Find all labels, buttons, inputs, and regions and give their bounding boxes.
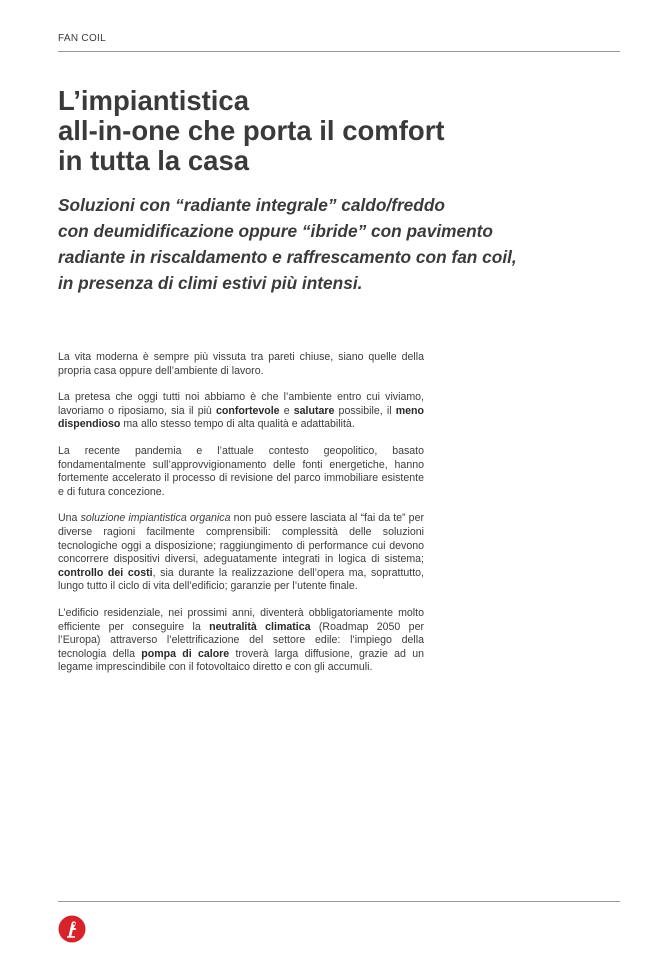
header-divider (58, 51, 620, 52)
title-line: all-in-one che porta il comfort (58, 115, 445, 146)
paragraph-5: L’edificio residenziale, nei prossimi anni, diventerà obbligatoriamente molto efficiente per conseguire la neutralità climatica (Roadmap 2050 per l’Europa) attraverso l’elettrificazione del settore edile: l’impiego della tecnologia della pompa di calore troverà larga diffusione, grazie ad un legame imprescindibile con il fotovoltaico diretto e con gli accumuli. (58, 606, 424, 674)
article-body (58, 351, 424, 688)
title-line: L’impiantistica (58, 85, 250, 116)
paragraph-3: La recente pandemia e l’attuale contesto geopolitico, basato fondamentalmente sull’approvvigionamento delle fonti energetiche, hanno fortemente accelerato il processo di revisione del parco immobiliare esistente e di futura concezione. (58, 444, 424, 498)
subtitle-line: con deumidificazione oppure “ibride” con pavimento (58, 221, 493, 241)
subtitle-line: Soluzioni con “radiante integrale” caldo/freddo (58, 195, 445, 215)
emphasis: confortevole (215, 404, 280, 417)
page-subtitle (58, 192, 618, 296)
page-title (58, 86, 618, 176)
emphasis: salutare (293, 404, 335, 417)
title-line: in tutta la casa (58, 145, 250, 176)
emphasis: meno dispendioso (58, 404, 425, 431)
emphasis: controllo dei costi (58, 566, 153, 579)
subtitle-line: radiante in riscaldamento e raffrescamento con fan coil, (58, 247, 517, 267)
footer-divider (58, 901, 620, 902)
brand-logo-icon (58, 915, 86, 943)
emphasis-italic: soluzione impiantistica organica (80, 512, 231, 525)
subtitle-line: in presenza di climi estivi più intensi. (58, 273, 363, 293)
emphasis: neutralità climatica (209, 620, 311, 633)
paragraph-4: Una soluzione impiantistica organica non può essere lasciata al “fai da te” per diverse ragioni facilmente comprensibili: complessità delle soluzioni tecnologiche oggi a disposizione; raggiungimento di performance cui devono concorrere dispositivi diversi, adeguatamente integrati in logica di sistema; controllo dei costi, sia durante la realizzazione dell’opera ma, soprattutto, lungo tutto il ciclo di vita dell’edificio; garanzie per l’utente finale. (58, 512, 425, 593)
paragraph-2: La pretesa che oggi tutti noi abbiamo è che l’ambiente entro cui viviamo, lavoriamo o riposiamo, sia il più confortevole e salutare possibile, il meno dispendioso ma allo stesso tempo di alta qualità e adattabilità. (58, 391, 425, 431)
paragraph-1: La vita moderna è sempre più vissuta tra pareti chiuse, siano quelle della propria casa oppure dell’ambiente di lavoro. (58, 351, 424, 377)
emphasis: pompa di calore (141, 647, 230, 660)
section-label: FAN COIL (58, 33, 106, 44)
